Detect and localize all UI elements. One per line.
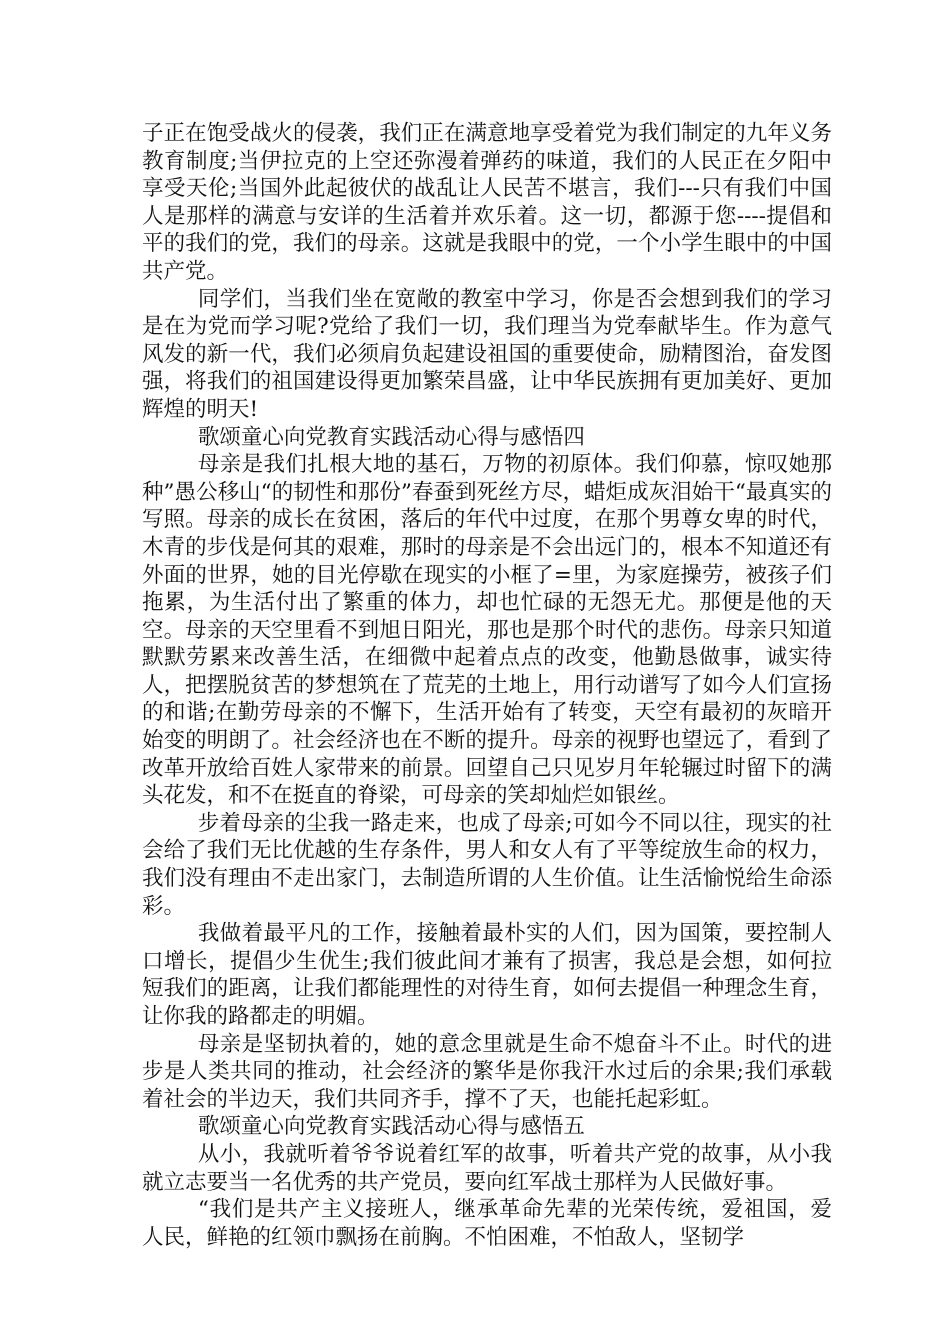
paragraph-8: “我们是共产主义接班人，继承革命先辈的光荣传统，爱祖国，爱人民，鲜艳的红领巾飘扬在前胸。不怕困难，不怕敌人，坚韧学 <box>142 1197 832 1250</box>
paragraph-5: 我做着最平凡的工作，接触着最朴实的人们，因为国策，要控制人口增长，提倡少生优生;我们彼此间才兼有了损害，我总是会想，如何拉短我们的距离，让我们都能理性的对待生育，如何去提倡一种理念生育，让你我的路都走的明媚。 <box>142 921 832 1029</box>
paragraph-4: 步着母亲的尘我一路走来，也成了母亲;可如今不同以往，现实的社会给了我们无比优越的生存条件，男人和女人有了平等绽放生命的权力，我们没有理由不走出家门，去制造所谓的人生价值。让生活愉悦给生命添彩。 <box>142 810 832 919</box>
section-heading-5: 歌颂童心向党教育实践活动心得与感悟五 <box>197 1114 585 1140</box>
paragraph-2: 同学们，当我们坐在宽敞的教室中学习，你是否会想到我们的学习是在为党而学习呢?党给了我们一切，我们理当为党奉献毕生。作为意气风发的新一代，我们必须肩负起建设祖国的重要使命，励精图治，奋发图强，将我们的祖国建设得更加繁荣昌盛，让中华民族拥有更加美好、更加辉煌的明天! <box>142 286 832 422</box>
paragraph-7: 从小，我就听着爷爷说着红军的故事，听着共产党的故事，从小我就立志要当一名优秀的共产党员，要向红军战士那样为人民做好事。 <box>142 1141 832 1195</box>
section-heading-4: 歌颂童心向党教育实践活动心得与感悟四 <box>197 424 585 450</box>
paragraph-1: 子正在饱受战火的侵袭，我们正在满意地享受着党为我们制定的九年义务教育制度;当伊拉克的上空还弥漫着弹药的味道，我们的人民正在夕阳中享受天伦;当国外此起彼伏的战乱让人民苦不堪言，我们---只有我们中国人是那样的满意与安详的生活着并欢乐着。这一切，都源于您----提倡和平的我们的党，我们的母亲。这就是我眼中的党，一个小学生眼中的中国共产党。 <box>142 121 832 284</box>
paragraph-6: 母亲是坚韧执着的，她的意念里就是生命不熄奋斗不止。时代的进步是人类共同的推动，社会经济的繁华是你我汗水过后的余果;我们承载着社会的半边天，我们共同齐手，撑不了天，也能托起彩虹。 <box>142 1031 832 1112</box>
document-body <box>142 120 832 1251</box>
paragraph-3: 母亲是我们扎根大地的基石，万物的初原体。我们仰慕，惊叹她那种”愚公移山“的韧性和那份”春蚕到死丝方尽，蜡炬成灰泪始干“最真实的写照。母亲的成长在贫困，落后的年代中过度，在那个男尊女卑的时代，木青的步伐是何其的艰难，那时的母亲是不会出远门的，根本不知道还有外面的世界，她的目光停歇在现实的小框了=里，为家庭操劳，被孩子们拖累，为生活付出了繁重的体力，却也忙碌的无怨无尤。那便是他的天空。母亲的天空里看不到旭日阳光，那也是那个时代的悲伤。母亲只知道默默劳累来改善生活，在细微中起着点点的改变，他勤恳做事，诚实待人，把摆脱贫苦的梦想筑在了荒芜的土地上，用行动谱写了如今人们宣扬的和谐;在勤劳母亲的不懈下，生活开始有了转变，天空有最初的灰暗开始变的明朗了。社会经济也在不断的提升。母亲的视野也望远了，看到了改革开放给百姓人家带来的前景。回望自己只见岁月年轮辗过时留下的满头花发，和不在挺直的脊梁，可母亲的笑却灿烂如银丝。 <box>142 452 832 809</box>
